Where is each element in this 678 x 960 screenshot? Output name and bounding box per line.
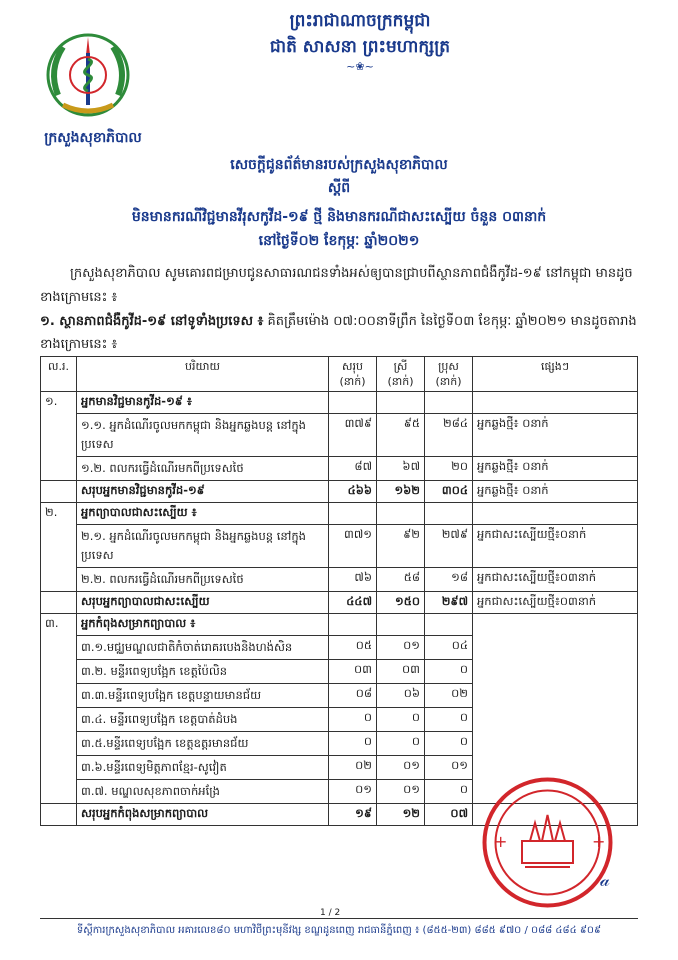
row-male: ២៨៤	[425, 414, 473, 457]
row-total: ០	[329, 732, 377, 756]
row-male: ០	[425, 660, 473, 684]
ministry-name: ក្រសួងសុខាភិបាល	[44, 130, 142, 146]
header-other: ផ្សេងៗ	[473, 357, 638, 392]
row-desc: ២.១. អ្នកដំណើរចូលមកកម្ពុជា និងអ្នកឆ្លងបន្ត នៅក្នុងប្រទេស	[77, 525, 329, 568]
sum-other: អ្នកឆ្លងថ្មី៖ ០នាក់	[473, 481, 638, 503]
sum-female: ១៥០	[377, 592, 425, 614]
section-1-heading: ១. ស្ថានភាពជំងឺកូវីដ-១៩ នៅទូទាំងប្រទេស ៖	[40, 314, 264, 329]
row-other: អ្នកឆ្លងថ្មី៖ ០នាក់	[473, 414, 638, 457]
doc-title-line4: នៅថ្ងៃទី០២ ខែកុម្ភៈ ឆ្នាំ២០២១	[258, 233, 420, 249]
row-total: ០៥	[329, 636, 377, 660]
sum-male: ៣០៤	[425, 481, 473, 503]
sum-label: សរុបអ្នកមានវិជ្ជមានកូវីដ-១៩	[77, 481, 329, 503]
kingdom-line2: ជាតិ សាសនា ព្រះមហាក្សត្រ	[269, 37, 451, 57]
row-total: ០៣	[329, 660, 377, 684]
row-desc: ៣.១.មជ្ឈមណ្ឌលជាតិកំចាត់រោគរបេងនិងហង់សិន	[77, 636, 329, 660]
sum-label: សរុបអ្នកព្យាបាលជាសះស្បើយ	[77, 592, 329, 614]
row-female: ០	[377, 708, 425, 732]
table-header-row	[41, 357, 638, 392]
signature-mark: 𝒶	[600, 870, 610, 891]
row-female: ០៦	[377, 684, 425, 708]
group-number: ៣.	[41, 614, 77, 804]
row-desc: ១.១. អ្នកដំណើរចូលមកកម្ពុជា និងអ្នកឆ្លងបន្ត នៅក្នុងប្រទេស	[77, 414, 329, 457]
covid-stats-table	[40, 356, 638, 826]
row-male: ០១	[425, 756, 473, 780]
svg-text:+: +	[494, 832, 508, 851]
row-desc: ៣.២. មន្ទីរពេទ្យបង្អែក ខេត្តប៉ៃលិន	[77, 660, 329, 684]
table-sum-row	[41, 592, 638, 614]
row-male: ២០	[425, 457, 473, 481]
svg-text:+: +	[592, 832, 606, 851]
row-male: ១៨	[425, 568, 473, 592]
group-title: អ្នកព្យាបាលជាសះស្បើយ ៖	[77, 503, 329, 525]
table-row	[41, 614, 638, 636]
footer-address: ទីស្តីការក្រសួងសុខាភិបាល អគារលេខ៨០ មហាវិថីព្រះមុនីវង្ស ខណ្ឌដូនពេញ រាជធានីភ្នំពេញ ៖ (៨៥៥-២៣) ៨៨៥ ៩៧០ / ០៨៨ ៤៨៤ ៩០៩	[40, 918, 638, 938]
official-stamp-icon	[480, 775, 615, 910]
row-female: ០១	[377, 636, 425, 660]
doc-title-line2: ស្តីពី	[327, 180, 351, 196]
sum-total: ៤៤៧	[329, 592, 377, 614]
header-desc: បរិយាយ	[77, 357, 329, 392]
row-desc: ២.២. ពលករធ្វើដំណើរមកពីប្រទេសថៃ	[77, 568, 329, 592]
row-male: ០៤	[425, 636, 473, 660]
table-row	[41, 568, 638, 592]
doc-title-line3: មិនមានករណីវិជ្ជមានវីរុសកូវីដ-១៩ ថ្មី និងមានករណីជាសះស្បើយ ចំនួន ០៣នាក់	[131, 209, 547, 225]
row-male: ០	[425, 708, 473, 732]
row-desc: ៣.៣.មន្ទីរពេទ្យបង្អែក ខេត្តបន្ទាយមានជ័យ	[77, 684, 329, 708]
row-desc: ៣.៥.មន្ទីរពេទ្យបង្អែក ខេត្តឧត្តរមានជ័យ	[77, 732, 329, 756]
row-other: អ្នកឆ្លងថ្មី៖ ០នាក់	[473, 457, 638, 481]
header-total: សរុប (នាក់)	[329, 357, 377, 392]
table-sum-row	[41, 481, 638, 503]
row-total: ០១	[329, 780, 377, 804]
row-female: ៩៥	[377, 414, 425, 457]
table-row	[41, 525, 638, 568]
table-row	[41, 457, 638, 481]
row-female: ៦៧	[377, 457, 425, 481]
row-female: ០១	[377, 756, 425, 780]
row-desc: ៣.៦.មន្ទីរពេទ្យមិត្តភាពខ្មែរ-សូវៀត	[77, 756, 329, 780]
sum-label: សរុបអ្នកកំពុងសម្រាកព្យាបាល	[77, 804, 329, 826]
row-total: ៣៧៩	[329, 414, 377, 457]
ornament: ~❀~	[346, 60, 374, 73]
section-1	[40, 310, 638, 356]
sum-male: ២៩៧	[425, 592, 473, 614]
sum-other: អ្នកជាសះស្បើយថ្មី៖០៣នាក់	[473, 592, 638, 614]
row-total: ០	[329, 708, 377, 732]
row-total: ០២	[329, 756, 377, 780]
row-other: អ្នកជាសះស្បើយថ្មី៖០៣នាក់	[473, 568, 638, 592]
row-female: ០	[377, 732, 425, 756]
sum-female: ១៦២	[377, 481, 425, 503]
row-male: ០	[425, 780, 473, 804]
sum-male: ០៧	[425, 804, 473, 826]
group-number: ១.	[41, 392, 77, 481]
row-male: ០	[425, 732, 473, 756]
page-number: 1 / 2	[320, 908, 341, 918]
row-total: ៣៧១	[329, 525, 377, 568]
section-1-text: គិតត្រឹមម៉ោង ០៧:០០នាទីព្រឹក នៃថ្ងៃទី០៣ ខែកុម្ភៈ ឆ្នាំ២០២១ មានដូចតារាងខាងក្រោមនេះ ៖	[40, 314, 637, 352]
row-female: ៩២	[377, 525, 425, 568]
doc-title-line1: សេចក្តីជូនព័ត៌មានរបស់ក្រសួងសុខាភិបាល	[230, 157, 448, 173]
row-female: ០១	[377, 780, 425, 804]
row-total: ៧៦	[329, 568, 377, 592]
intro-paragraph: ក្រសួងសុខាភិបាល សូមគោរពជម្រាបជូនសាធារណជនទាំងអស់ឲ្យបានជ្រាបពីស្ថានភាពជំងឺកូវីដ-១៩ នៅកម្ពុជា មានដូចខាងក្រោមនេះ ៖	[40, 266, 633, 305]
row-desc: ១.២. ពលករធ្វើដំណើរមកពីប្រទេសថៃ	[77, 457, 329, 481]
sum-female: ១២	[377, 804, 425, 826]
row-desc: ៣.៤. មន្ទីរពេទ្យបង្អែក ខេត្តបាត់ដំបង	[77, 708, 329, 732]
row-female: ៥៨	[377, 568, 425, 592]
table-row	[41, 414, 638, 457]
ministry-logo-icon	[38, 25, 138, 125]
header-female: ស្រី (នាក់)	[377, 357, 425, 392]
table-row	[41, 503, 638, 525]
header-no: ល.រ.	[41, 357, 77, 392]
kingdom-line1: ព្រះរាជាណាចក្រកម្ពុជា	[289, 11, 431, 31]
sum-total: ៤៦៦	[329, 481, 377, 503]
sum-total: ១៩	[329, 804, 377, 826]
group-title: អ្នកកំពុងសម្រាកព្យាបាល ៖	[77, 614, 329, 636]
row-male: ២៧៩	[425, 525, 473, 568]
group-number: ២.	[41, 503, 77, 592]
row-male: ០២	[425, 684, 473, 708]
row-total: ០៨	[329, 684, 377, 708]
row-female: ០៣	[377, 660, 425, 684]
kingdom-heading	[180, 8, 540, 74]
row-other: អ្នកជាសះស្បើយថ្មី៖០នាក់	[473, 525, 638, 568]
header-male: ប្រុស (នាក់)	[425, 357, 473, 392]
row-desc: ៣.៧. មណ្ឌលសុខភាពចាក់អង្រែ	[77, 780, 329, 804]
group-title: អ្នកមានវិជ្ជមានកូវីដ-១៩ ៖	[77, 392, 329, 414]
row-total: ៨៧	[329, 457, 377, 481]
table-row	[41, 392, 638, 414]
